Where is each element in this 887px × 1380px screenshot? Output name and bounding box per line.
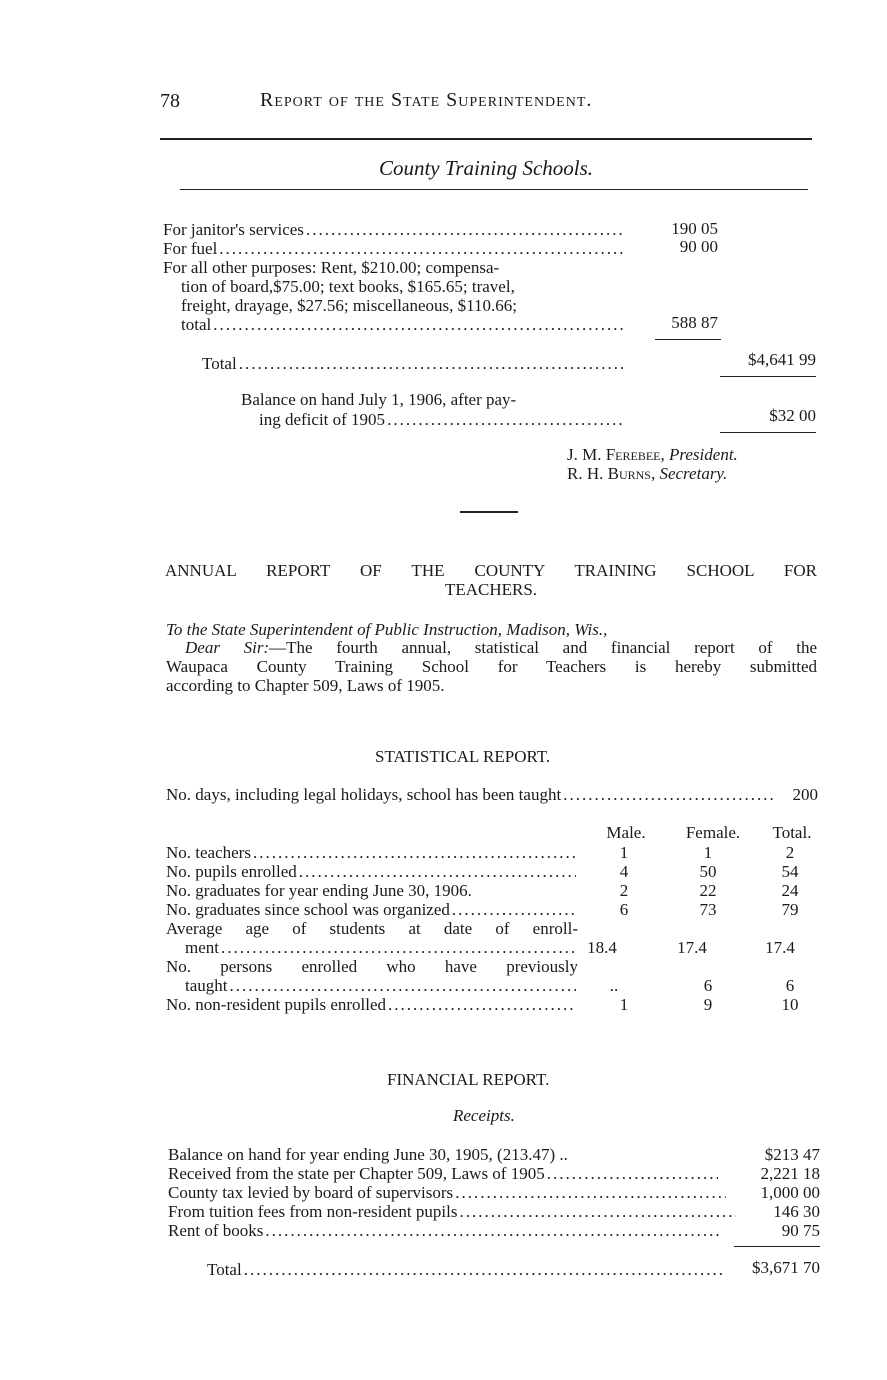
prev-male: .. — [609, 976, 619, 995]
stat-label: No. teachers — [166, 843, 251, 862]
leader-dots — [230, 976, 577, 995]
leader-dots — [265, 1221, 722, 1240]
receipt-amount-rent: 90 75 — [781, 1221, 820, 1240]
avg-female: 17.4 — [677, 938, 707, 957]
other-purposes-line1: For all other purposes: Rent, $210.00; compensa- — [163, 258, 500, 277]
leader-dots — [547, 1164, 718, 1183]
stat-row-pupils — [166, 862, 578, 881]
nonres-female: 9 — [703, 995, 713, 1014]
receipt-row-state — [168, 1164, 720, 1183]
leader-dots — [563, 785, 776, 804]
receipt-label: Received from the state per Chapter 509, Laws of 1905 — [168, 1164, 545, 1183]
receipt-label: Rent of books — [168, 1221, 264, 1240]
stat-female: 1 — [703, 843, 713, 862]
president-title: President. — [669, 445, 738, 464]
avg-age-line2 — [185, 938, 578, 957]
leader-dots — [253, 843, 576, 862]
stat-female: 22 — [699, 881, 717, 900]
signature-president — [567, 445, 738, 464]
receipt-amount-county-tax: 1,000 00 — [760, 1183, 820, 1202]
receipt-amount-balance: $213 47 — [764, 1145, 820, 1164]
leader-dots — [459, 1202, 736, 1221]
fuel-label: For fuel — [163, 239, 218, 258]
nonres-label: No. non-resident pupils enrolled — [166, 995, 387, 1014]
prev-total: 6 — [785, 976, 795, 995]
receipts-total-line — [207, 1260, 727, 1279]
subtotal-rule — [655, 339, 721, 340]
balance-line2 — [259, 410, 625, 429]
fuel-amount: 90 00 — [679, 237, 718, 256]
balance-amount: $32 00 — [769, 406, 816, 425]
county-total-label: Total — [202, 354, 237, 373]
stat-period: . — [467, 881, 472, 900]
other-purposes-line3: freight, drayage, $27.56; miscellaneous, $110.66; — [181, 296, 517, 315]
leader-dots — [213, 315, 623, 334]
leader-dots — [452, 900, 576, 919]
balance-line1: Balance on hand July 1, 1906, after pay- — [241, 390, 517, 409]
leader-dots — [387, 410, 623, 429]
leader-dots — [455, 1183, 726, 1202]
stat-male: 1 — [619, 843, 629, 862]
receipt-amount-state: 2,221 18 — [760, 1164, 820, 1183]
receipt-row-rent — [168, 1221, 724, 1240]
county-total-line — [202, 354, 625, 373]
body-line3: according to Chapter 509, Laws of 1905. — [166, 676, 445, 695]
days-value: 200 — [792, 785, 818, 804]
signature-secretary — [567, 464, 727, 483]
leader-dots — [306, 220, 623, 239]
col-female: Female. — [685, 823, 741, 842]
prev-taught-label: taught — [185, 976, 228, 995]
stat-row-graduates-total — [166, 900, 578, 919]
receipt-row-tuition — [168, 1202, 738, 1221]
leader-dots — [244, 1260, 725, 1279]
leader-dots — [239, 354, 623, 373]
salutation: To the State Superintendent of Public Instruction, Madison, Wis., — [166, 620, 608, 639]
stat-male: 4 — [619, 862, 629, 881]
avg-male: 18.4 — [587, 938, 617, 957]
janitor-line — [163, 220, 625, 239]
receipts-subtitle: Receipts. — [453, 1106, 515, 1125]
dear-sir: Dear Sir: — [185, 638, 270, 657]
financial-title: FINANCIAL REPORT. — [387, 1070, 550, 1089]
annual-title-line1: ANNUAL REPORT OF THE COUNTY TRAINING SCHOOL FOR — [165, 561, 817, 580]
receipts-total-label: Total — [207, 1260, 242, 1279]
leader-dots — [219, 239, 623, 258]
nonres-male: 1 — [619, 995, 629, 1014]
prev-taught-line2 — [185, 976, 578, 995]
other-total-label: total — [181, 315, 212, 334]
stat-female: 73 — [699, 900, 717, 919]
body-line2: Waupaca County Training School for Teachers is hereby submitted — [166, 657, 817, 676]
balance-rule — [720, 432, 816, 433]
section-rule — [180, 189, 808, 190]
stat-total: 2 — [785, 843, 795, 862]
nonres-total: 10 — [781, 995, 799, 1014]
stat-male: 2 — [619, 881, 629, 900]
stat-total: 54 — [781, 862, 799, 881]
other-purposes-line2: tion of board,$75.00; text books, $165.65; travel, — [181, 277, 515, 296]
stat-label: No. pupils enrolled — [166, 862, 297, 881]
stat-female: 50 — [699, 862, 717, 881]
secretary-title: Secretary. — [659, 464, 728, 483]
other-purposes-amount: 588 87 — [671, 313, 718, 332]
receipt-row-balance: Balance on hand for year ending June 30, 1905, (213.47) .. — [168, 1145, 568, 1164]
days-line — [166, 785, 778, 804]
col-male: Male. — [606, 823, 646, 842]
running-title: Report of the State Superintendent. — [260, 89, 593, 111]
president-name: J. M. Ferebee, — [567, 445, 665, 464]
prev-female: 6 — [703, 976, 713, 995]
body-line1 — [185, 638, 817, 657]
stat-label: No. graduates since school was organized — [166, 900, 450, 919]
section-divider — [460, 511, 518, 513]
leader-dots — [299, 862, 576, 881]
avg-total: 17.4 — [765, 938, 795, 957]
receipt-label: From tuition fees from non-resident pupils — [168, 1202, 458, 1221]
prev-taught-line1: No. persons enrolled who have previously — [166, 957, 578, 976]
other-purposes-line4 — [181, 315, 625, 334]
col-total: Total. — [772, 823, 812, 842]
page-number: 78 — [160, 90, 180, 112]
receipt-label: County tax levied by board of supervisors — [168, 1183, 454, 1202]
county-total-amount: $4,641 99 — [748, 350, 816, 369]
receipt-amount-tuition: 146 30 — [773, 1202, 820, 1221]
annual-title-line2: TEACHERS. — [444, 580, 538, 599]
leader-dots — [221, 938, 576, 957]
stat-label: No. graduates for year ending June 30, 1906 — [166, 881, 468, 900]
nonres-line — [166, 995, 578, 1014]
receipts-total-amount: $3,671 70 — [752, 1258, 820, 1277]
leader-dots — [388, 995, 576, 1014]
avg-age-label: ment — [185, 938, 219, 957]
header-rule — [160, 138, 812, 140]
stat-row-graduates-year — [166, 881, 472, 900]
days-label: No. days, including legal holidays, school has been taught — [166, 785, 562, 804]
balance-label: ing deficit of 1905 — [259, 410, 386, 429]
avg-age-line1: Average age of students at date of enroll- — [166, 919, 578, 938]
fuel-line — [163, 239, 625, 258]
statistical-title: STATISTICAL REPORT. — [375, 747, 551, 766]
secretary-name: R. H. Burns, — [567, 464, 656, 483]
total-rule — [720, 376, 816, 377]
janitor-label: For janitor's services — [163, 220, 304, 239]
janitor-amount: 190 05 — [671, 219, 718, 238]
body-line1-text: —The fourth annual, statistical and financial report of the — [269, 638, 817, 657]
receipts-total-rule — [734, 1246, 820, 1247]
section-title: County Training Schools. — [378, 156, 594, 180]
stat-total: 24 — [781, 881, 799, 900]
stat-row-teachers — [166, 843, 578, 862]
stat-total: 79 — [781, 900, 799, 919]
receipt-row-county-tax — [168, 1183, 728, 1202]
stat-male: 6 — [619, 900, 629, 919]
